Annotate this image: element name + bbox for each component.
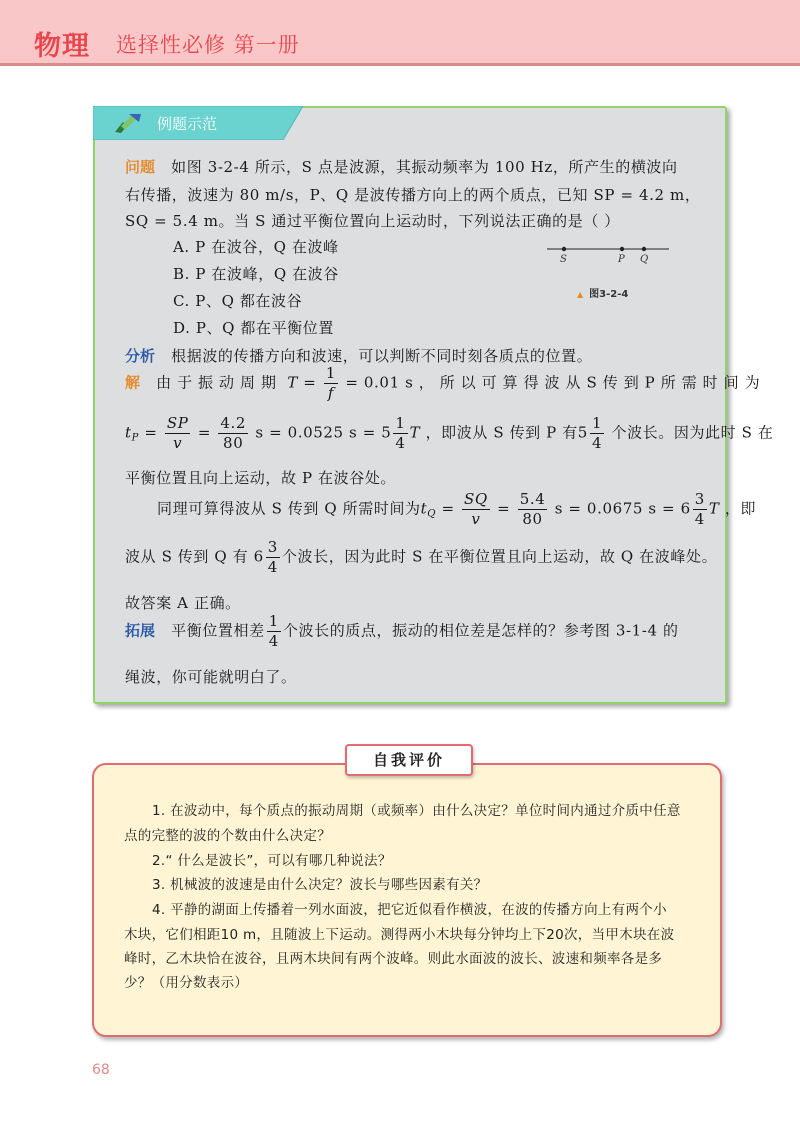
- eval-line-3: 2.“ 什么是波长”，可以有哪几种说法？: [152, 853, 392, 869]
- question-line-2: 右传播，波速为 80 m/s，P、Q 是波传播方向上的两个质点，已知 SP = 4.2 m，: [125, 186, 701, 204]
- extension-line-1: 拓展 平衡位置相差 $\frac{1}{4}$ 个波长的质点，振动的相位差是怎样的？参考图 3-1-4 的: [125, 612, 679, 650]
- triangle-icon: ▲: [577, 290, 584, 299]
- label-q: Q: [640, 254, 649, 265]
- eval-line-1: 1. 在波动中，每个质点的振动周期（或频率）由什么决定？单位时间内通过介质中任意: [152, 803, 681, 819]
- fraction-4-2-over-80: $\frac{4.2}{80}$: [220, 414, 247, 452]
- solution-line-3: 平衡位置且向上运动，故 P 在波谷处。: [125, 469, 397, 487]
- solution-line-1: 解 由 于 振 动 周 期 T = $\frac{1}{f}$ = 0.01 s ， 所 以 可 算 得 波 从 S 传 到 P 所 需 时 间 为: [125, 364, 761, 402]
- point-s: [562, 247, 566, 251]
- example-tab: [93, 106, 323, 140]
- fraction-one-quarter-b: $\frac{1}{4}$: [591, 414, 603, 452]
- book-title: 选择性必修 第一册: [116, 33, 300, 57]
- solution-line-5: 波从 S 传到 Q 有 6 $\frac{3}{4}$ 个波长，因为此时 S 在平衡位置且向上运动，故 Q 在波峰处。: [125, 538, 718, 576]
- fraction-5-4-over-80: $\frac{5.4}{80}$: [519, 490, 546, 528]
- fraction-one-quarter-c: $\frac{1}{4}$: [268, 612, 279, 650]
- self-evaluation-box: [92, 763, 722, 1037]
- point-q: [642, 247, 646, 251]
- question-label: 问题: [125, 158, 156, 176]
- analysis-line: 分析 根据波的传播方向和波速，可以判断不同时刻各质点的位置。: [125, 347, 593, 365]
- option-d: D. P、Q 都在平衡位置: [173, 319, 334, 337]
- extension-label: 拓展: [125, 621, 156, 640]
- point-p: [620, 247, 624, 251]
- fraction-1-over-f: $\frac{1}{f}$: [325, 364, 336, 402]
- option-b: B. P 在波峰，Q 在波谷: [173, 265, 339, 283]
- eval-line-4: 3. 机械波的波速是由什么决定？波长与哪些因素有关？: [152, 877, 488, 893]
- eval-line-7: 峰时，乙木块恰在波谷，且两木块间有两个波峰。则此水面波的波长、波速和频率各是多: [124, 951, 663, 967]
- eval-line-6: 木块，它们相距10 m，且随波上下运动。测得两小木块每分钟均上下20次，当甲木块在波: [124, 927, 675, 943]
- eval-line-8: 少？（用分数表示）: [124, 975, 249, 991]
- fraction-sp-over-v: $\frac{SP}{v}$: [166, 414, 189, 452]
- eval-line-2: 点的完整的波的个数由什么决定？: [124, 828, 331, 844]
- option-c: C. P、Q 都在波谷: [173, 292, 303, 310]
- fraction-sq-over-v: $\frac{SQ}{v}$: [464, 490, 488, 528]
- solution-line-2: $t_P$ = $\frac{SP}{v}$ = $\frac{4.2}{80}$ s = 0.0525 s = 5 $\frac{1}{4}$ T ，即波从 S 传到 P 有5 $\frac{1}{4}$ 个波长。因为此时 S 在: [125, 414, 774, 452]
- solution-label: 解: [125, 373, 141, 392]
- page-header: [0, 0, 800, 66]
- option-a: A. P 在波谷，Q 在波峰: [173, 238, 339, 256]
- label-s: S: [560, 254, 567, 265]
- figure-caption: ▲ 图3-2-4: [577, 289, 629, 300]
- eval-line-5: 4. 平静的湖面上传播着一列水面波，把它近似看作横波，在波的传播方向上有两个小: [152, 902, 667, 918]
- label-p: P: [618, 254, 625, 265]
- page-number: 68: [92, 1062, 110, 1078]
- fraction-three-quarters-a: $\frac{3}{4}$: [694, 490, 705, 528]
- example-tab-title: 例题示范: [157, 115, 218, 133]
- example-panel: [93, 106, 774, 704]
- subject-title: 物理: [34, 31, 90, 62]
- solution-line-4: 同理可算得波从 S 传到 Q 所需时间为$t_Q$ = $\frac{SQ}{v}$ = $\frac{5.4}{80}$ s = 0.0675 s = 6 $\frac{3}{4}$ T ，即: [157, 490, 757, 528]
- self-evaluation-title: 自我评价: [345, 744, 473, 776]
- extension-line-2: 绳波，你可能就明白了。: [125, 668, 297, 686]
- question-line-3: SQ = 5.4 m。当 S 通过平衡位置向上运动时，下列说法正确的是（ ）: [125, 212, 620, 230]
- question-line-1: 问题 如图 3-2-4 所示，S 点是波源，其振动频率为 100 Hz，所产生的横波向: [125, 158, 678, 176]
- solution-line-6: 故答案 A 正确。: [125, 594, 241, 612]
- fraction-one-quarter-a: $\frac{1}{4}$: [395, 414, 406, 452]
- figure-3-2-4: [547, 244, 677, 304]
- analysis-label: 分析: [125, 347, 156, 365]
- fraction-three-quarters-b: $\frac{3}{4}$: [267, 538, 278, 576]
